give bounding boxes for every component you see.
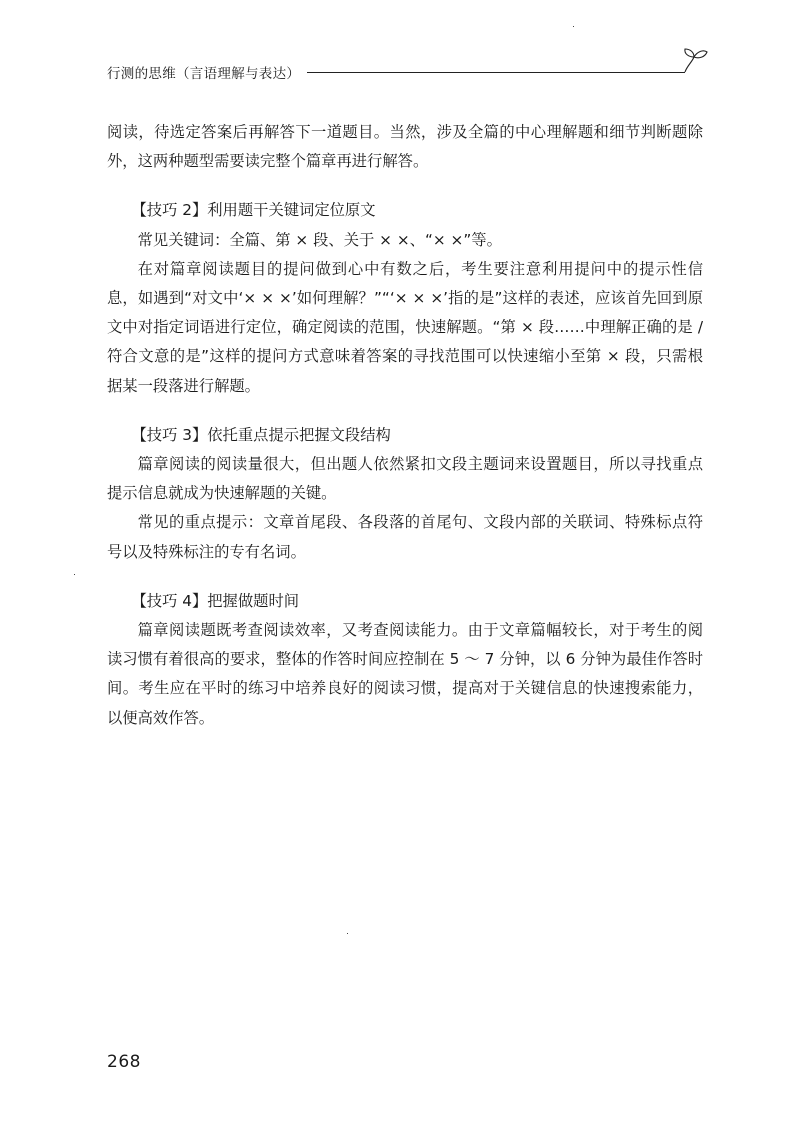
tip-4-paragraph: 篇章阅读题既考查阅读效率，又考查阅读能力。由于文章篇幅较长，对于考生的阅读习惯有着很高的要求，整体的作答时间应控制在 5 ～ 7 分钟，以 6 分钟为最佳作答时间。考生应在平时的练习中培养良好的阅读习惯，提高对于关键信息的快速搜索能力，以便高效作答。 <box>107 621 703 727</box>
tip-3-paragraph: 篇章阅读的阅读量很大，但出题人依然紧扣文段主题词来设置题目，所以寻找重点提示信息就成为快速解题的关键。 <box>107 455 703 503</box>
scan-speck <box>347 933 348 934</box>
running-header <box>107 60 707 84</box>
tip-4-heading: 【技巧 4】把握做题时间 <box>131 591 300 610</box>
sprout-icon <box>679 44 709 76</box>
header-rule <box>307 72 685 73</box>
tip-2-paragraph: 常见关键词：全篇、第 × 段、关于 × ×、“× ×”等。 <box>137 230 502 249</box>
scan-speck <box>573 26 574 27</box>
tip-2-paragraph: 在对篇章阅读题目的提问做到心中有数之后，考生要注意利用提问中的提示性信息，如遇到“对文中‘× × ×’如何理解？”“‘× × ×’指的是”这样的表述，应该首先回到原文中对指定词语进行定位，确定阅读的范围，快速解题。“第 × 段……中理解正确的是 / 符合文意的是”这样的提问方式意味着答案的寻找范围可以快速缩小至第 × 段，只需根据某一段落进行解题。 <box>107 259 703 395</box>
tip-3-heading: 【技巧 3】依托重点提示把握文段结构 <box>131 425 391 444</box>
tip-2-heading: 【技巧 2】利用题干关键词定位原文 <box>131 201 376 220</box>
body-text <box>107 118 703 733</box>
header-title: 行测的思维（言语理解与表达） <box>107 66 301 82</box>
page-number: 268 <box>107 1052 141 1072</box>
continued-paragraph: 阅读，待选定答案后再解答下一道题目。当然，涉及全篇的中心理解题和细节判断题除外，这两种题型需要读完整个篇章再进行解答。 <box>107 123 703 171</box>
scan-speck <box>74 574 75 575</box>
tip-3-paragraph: 常见的重点提示：文章首尾段、各段落的首尾句、文段内部的关联词、特殊标点符号以及特殊标注的专有名词。 <box>107 513 703 561</box>
